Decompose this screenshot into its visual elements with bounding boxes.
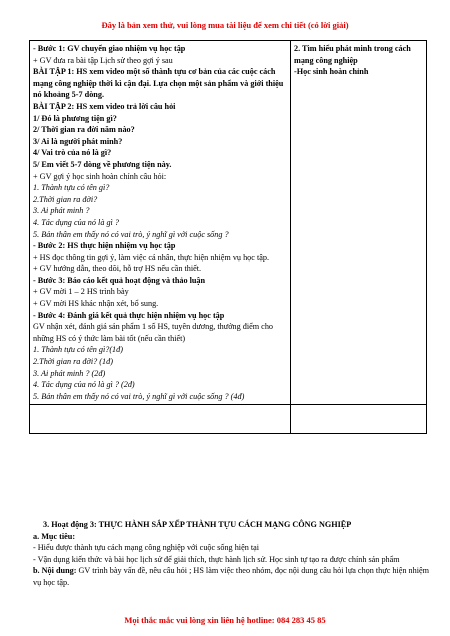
cell-line: - Bước 4: Đánh giá kết quả thực hiện nhiệm vụ học tập (33, 310, 225, 320)
hotline-banner: Mọi thắc mắc vui lòng xin liên hệ hotline: 084 283 45 85 (124, 615, 326, 625)
objective-line: - Vận dụng kiến thức và bài học lịch sử để giải thích, thực hành lịch sử. Học sinh tự tạo ra được chính sản phẩm (33, 554, 400, 564)
cell-line: + HS đọc thông tin gợi ý, làm việc cá nhân, thực hiện nhiệm vụ học tập. (33, 252, 269, 262)
cell-line: - Bước 3: Báo cáo kết quả hoạt động và thảo luận (33, 275, 206, 285)
content-paragraph (29, 565, 429, 588)
cell-line: 2/ Thời gian ra đời năm nào? (33, 125, 135, 135)
cell-line: GV nhận xét, đánh giá sản phẩm 1 số HS, tuyên dương, thưởng điểm cho những HS có ý thức làm bài tốt (nếu cần thiết) (33, 322, 274, 343)
cell-line: + GV đưa ra bài tập Lịch sử theo gợi ý sau (33, 55, 173, 65)
cell-line: 3. Ai phát minh ? (33, 206, 90, 216)
teacher-student-activities-cell (30, 41, 291, 405)
cell-line: BÀI TẬP 2: HS xem video trả lời câu hỏi (33, 101, 176, 111)
cell-line: - Bước 2: HS thực hiện nhiệm vụ học tập (33, 241, 176, 251)
cell-line: 1. Thành tựu có tên gì?(1đ) (33, 345, 123, 355)
preview-banner: Đây là bản xem thử, vui lòng mua tài liệu để xem chi tiết (có lời giải) (101, 20, 349, 30)
empty-cell (291, 405, 427, 434)
cell-line: 3. Ai phát minh ? (2đ) (33, 368, 106, 378)
cell-line: 1. Thành tựu có tên gì? (33, 183, 110, 193)
expected-results-cell (291, 41, 427, 405)
empty-cell (30, 405, 291, 434)
cell-line: 2. Tìm hiểu phát minh trong cách mạng công nghiệp (294, 44, 411, 65)
table-row (30, 405, 427, 434)
cell-line: 4. Tác dụng của nó là gì ? (33, 217, 119, 227)
cell-line: + GV gợi ý học sinh hoàn chỉnh câu hỏi: (33, 171, 167, 181)
cell-line: 5. Bản thân em thấy nó có vai trò, ý nghĩ gì với cuộc sống ? (33, 229, 229, 239)
activity-table (29, 40, 427, 434)
cell-line: 4. Tác dụng của nó là gì ? (2đ) (33, 380, 135, 390)
cell-line: - Bước 1: GV chuyển giao nhiệm vụ học tập (33, 44, 186, 53)
objective-label: a. Mục tiêu: (33, 531, 76, 541)
cell-line: 5/ Em viết 5-7 dòng về phương tiện này. (33, 159, 172, 169)
cell-line: BÀI TẬP 1: HS xem video một số thành tựu cơ bản của các cuộc cách mạng công nghiệp thời kì cận đại. Lựa chọn một sản phẩm và giới thiệu nó khoảng 5-7 dòng. (33, 67, 284, 100)
cell-line: + GV mời 1 – 2 HS trình bày (33, 287, 129, 297)
cell-line: 3/ Ai là người phát minh? (33, 136, 123, 146)
content-text: GV trình bày vấn đề, nêu câu hỏi ; HS làm việc theo nhóm, đọc nội dung câu hỏi lựa chọn thực hiện nhiệm vụ học tập. (33, 566, 429, 587)
cell-line: 2.Thời gian ra đời? (33, 194, 98, 204)
table-row (30, 41, 427, 405)
content-label: b. Nội dung: (33, 566, 77, 576)
cell-line: 1/ Đó là phương tiện gì? (33, 113, 117, 123)
cell-line: 4/ Vai trò của nó là gì? (33, 148, 112, 158)
section-heading: 3. Hoạt động 3: THỰC HÀNH SẮP XẾP THÀNH TỰU CÁCH MẠNG CÔNG NGHIỆP (43, 520, 352, 529)
cell-line: + GV mời HS khác nhận xét, bổ sung. (33, 299, 159, 309)
objective-line: - Hiểu được thành tựu cách mạng công nghiệp với cuộc sống hiện tại (33, 543, 260, 553)
cell-line: 2.Thời gian ra đời? (1đ) (33, 357, 113, 367)
activity-3-section (29, 519, 429, 589)
cell-line: + GV hướng dẫn, theo dõi, hỗ trợ HS nếu cần thiết. (33, 264, 202, 274)
cell-line: 5. Bản thân em thấy nó có vai trò, ý nghĩ gì với cuộc sống ? (4đ) (33, 391, 245, 401)
cell-line: -Học sinh hoàn chỉnh (294, 67, 369, 77)
